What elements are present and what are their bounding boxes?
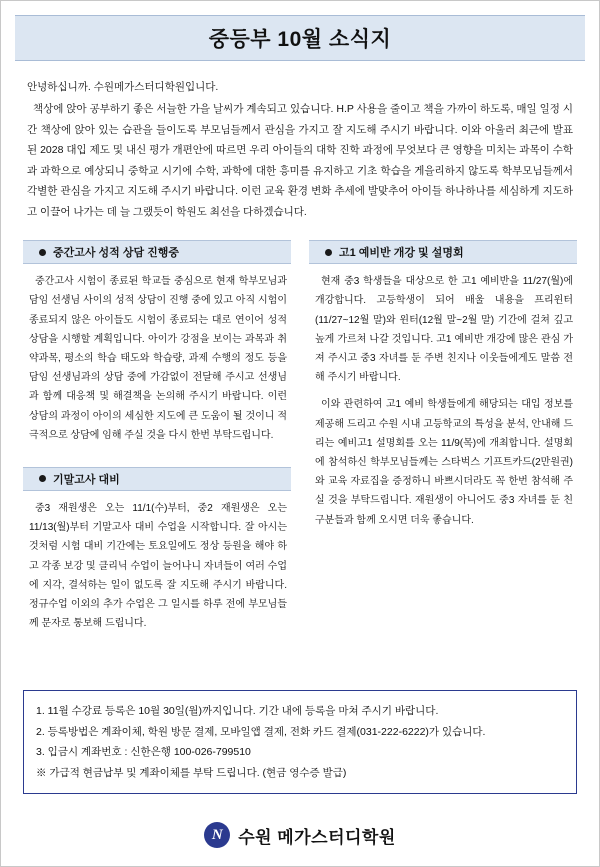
right-column [309, 240, 577, 641]
section-body-prep-class-opening [309, 272, 577, 529]
notice-item: 1. 11월 수강료 등록은 10월 30일(월)까지입니다. 기간 내에 등록을 마쳐 주시기 바랍니다. [36, 705, 439, 718]
section-body-midterm-counseling [23, 272, 291, 445]
section-heading-text: 기말고사 대비 [53, 473, 120, 486]
section-header-final-exam-prep [23, 467, 291, 491]
notice-list [36, 701, 564, 762]
footer-logo [1, 822, 599, 848]
intro-body: 책상에 앉아 공부하기 좋은 서늘한 가을 날씨가 계속되고 있습니다. H.P 사용을 줄이고 책을 가까이 하도록, 매일 일정 시간 책상에 앉아 있는 습관을 들이도록 부모님들께서 관심을 가지고 잘 지도해 주시기 바랍니다. 이와 아울러 최근에 발표된 2028 대입 제도 및 내신 평가 개편안에 따르면 우리 아이들의 대학 진학 과정에 무엇보다 큰 영향을 미치는 과목이 수학과 과학으로 예상되니 중학교 시기에 수학, 과학에 대한 흥미를 유지하고 기초 학습을 게을리하지 않도록 학부모님들께서 각별한 관심을 가지고 지도해 주시기 바랍니다. 이런 교육 환경 변화 추세에 발맞추어 아이들 하나하나를 세심하게 지도하고 이끌어 나가는 데 늘 그랬듯이 학원도 최선을 다하겠습니다. [27, 103, 573, 218]
brand-name: 수원 메가스터디학원 [238, 827, 396, 847]
notice-item: 2. 등록방법은 계좌이체, 학원 방문 결제, 모바일앱 결제, 전화 카드 결제(031-222-6222)가 있습니다. [36, 725, 486, 738]
section-heading-text: 중간고사 성적 상담 진행중 [53, 247, 180, 260]
two-column-area [23, 240, 577, 641]
paragraph: 중간고사 시험이 종료된 학교들 중심으로 현재 학부모님과 담임 선생님 사이의 성적 상담이 진행 중에 있고 아직 시험이 종료되지 않은 아이들도 시험이 종료되는 대로 연이어 성적 상담을 시행할 계획입니다. 아이가 강점을 보이는 과목과 취약과목, 평소의 학습 태도와 학습량, 과제 수행의 정도 등을 담임 선생님과의 상담 중에 가감없이 전달해 주시고 선생님과 함께 대응책 및 해결책을 논의해 주시기 바랍니다. 이런 상담의 과정이 아이의 세심한 지도에 큰 도움이 될 것이니 적극적으로 상담에 임해 주실 것을 다시 한번 부탁드립니다. [29, 276, 287, 441]
section-heading-text: 고1 예비반 개강 및 설명회 [339, 247, 464, 260]
title-banner [15, 15, 585, 61]
paragraph: 중3 재원생은 오는 11/1(수)부터, 중2 재원생은 오는 11/13(월)부터 기말고사 대비 수업을 시작합니다. 잘 아시는 것처럼 시험 대비 기간에는 토요일에도 정상 등원을 해야 하고 각종 보강 및 클리닉 수업이 늘어나니 자녀들이 여러 수업에 지각, 결석하는 일이 없도록 잘 지도해 주시기 바랍니다. 정규수업 이외의 추가 수업은 그 일시를 하루 전에 부모님들께 문자로 통보해 드립니다. [29, 502, 287, 630]
brand-logo-icon: N [204, 822, 230, 848]
bullet-icon [39, 475, 46, 482]
section-header-prep-class-opening [309, 240, 577, 264]
section-body-final-exam-prep [23, 499, 291, 633]
notice-item: 3. 입금시 계좌번호 : 신한은행 100-026-799510 [36, 746, 251, 759]
intro-section [27, 77, 573, 222]
intro-greeting: 안녕하십니까. 수원메가스터디학원입니다. [27, 81, 219, 93]
paragraph: 이와 관련하여 고1 예비 학생들에게 해당되는 대입 정보를 제공해 드리고 수원 시내 고등학교의 특성을 분석, 안내해 드리는 예비고1 설명회를 오는 11/9(목)에 개최합니다. 설명회에 참석하신 학부모님들께는 스타벅스 기프트카드(2만원권)와 교육 자료집을 증정하니 바쁘시더라도 꼭 한번 참석해 주실 것을 부탁드립니다. 재원생이 아니어도 중3 자녀를 둔 친구분들과 함께 오시면 더욱 좋습니다. [315, 399, 573, 526]
notice-footnote: ※ 가급적 현금납부 및 계좌이체를 부탁 드립니다. (현금 영수증 발급) [36, 766, 347, 779]
paragraph: 현재 중3 학생들을 대상으로 한 고1 예비반을 11/27(월)에 개강합니다. 고등학생이 되어 배울 내용을 프리윈터(11/27~12월 말)와 윈터(12월 말~2월 말) 기간에 걸쳐 깊고 높게 가르쳐 나갈 것입니다. 고1 예비반 개강에 많은 관심 가져 주시고 중3 자녀를 둔 주변 친지나 이웃들에게도 말씀 전해 주시기 바랍니다. [315, 276, 573, 384]
bullet-icon [39, 249, 46, 256]
section-header-midterm-counseling [23, 240, 291, 264]
left-column [23, 240, 291, 641]
notice-box [23, 690, 577, 794]
page-title: 중등부 10월 소식지 [208, 28, 392, 51]
bullet-icon [325, 249, 332, 256]
